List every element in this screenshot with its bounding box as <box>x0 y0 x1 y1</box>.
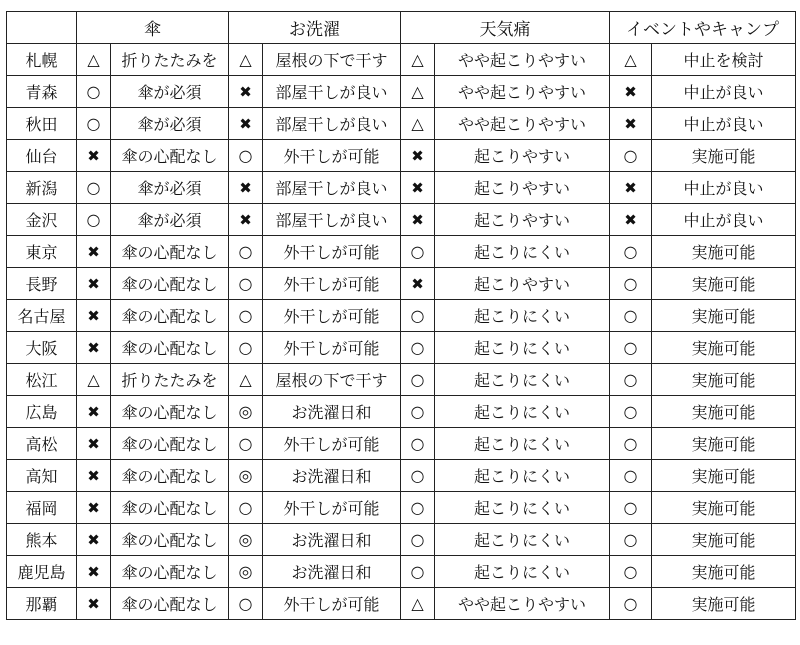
laundry-description: 外干しが可能 <box>263 588 401 620</box>
laundry-description: 屋根の下で干す <box>263 364 401 396</box>
city-name: 金沢 <box>7 204 77 236</box>
event-description: 実施可能 <box>652 364 796 396</box>
laundry-rating-symbol: ○ <box>229 588 263 620</box>
city-name: 鹿児島 <box>7 556 77 588</box>
laundry-description: お洗濯日和 <box>263 556 401 588</box>
laundry-description: 部屋干しが良い <box>263 76 401 108</box>
laundry-description: 外干しが可能 <box>263 332 401 364</box>
laundry-rating-symbol: ○ <box>229 332 263 364</box>
laundry-description: 外干しが可能 <box>263 492 401 524</box>
umbrella-rating-symbol: ✖ <box>77 140 111 172</box>
umbrella-rating-symbol: ✖ <box>77 332 111 364</box>
weather-pain-rating-symbol: ○ <box>401 524 435 556</box>
event-description: 実施可能 <box>652 460 796 492</box>
weather-pain-rating-symbol: ○ <box>401 236 435 268</box>
header-laundry: お洗濯 <box>229 12 401 44</box>
city-name: 札幌 <box>7 44 77 76</box>
umbrella-rating-symbol: ✖ <box>77 236 111 268</box>
laundry-rating-symbol: ○ <box>229 268 263 300</box>
event-rating-symbol: ○ <box>610 524 652 556</box>
umbrella-rating-symbol: ✖ <box>77 460 111 492</box>
laundry-rating-symbol: ◎ <box>229 524 263 556</box>
weather-pain-rating-symbol: ○ <box>401 364 435 396</box>
event-description: 実施可能 <box>652 332 796 364</box>
weather-pain-description: やや起こりやすい <box>435 76 610 108</box>
header-weather-pain: 天気痛 <box>401 12 610 44</box>
weather-pain-description: 起こりにくい <box>435 460 610 492</box>
umbrella-description: 傘の心配なし <box>111 268 229 300</box>
event-rating-symbol: ○ <box>610 428 652 460</box>
laundry-description: 外干しが可能 <box>263 236 401 268</box>
event-rating-symbol: ✖ <box>610 204 652 236</box>
laundry-rating-symbol: ✖ <box>229 172 263 204</box>
umbrella-description: 折りたたみを <box>111 364 229 396</box>
event-rating-symbol: △ <box>610 44 652 76</box>
event-rating-symbol: ○ <box>610 140 652 172</box>
umbrella-description: 傘が必須 <box>111 76 229 108</box>
weather-pain-rating-symbol: △ <box>401 588 435 620</box>
table-row <box>7 428 796 460</box>
city-name: 広島 <box>7 396 77 428</box>
laundry-description: お洗濯日和 <box>263 524 401 556</box>
event-description: 実施可能 <box>652 300 796 332</box>
umbrella-rating-symbol: △ <box>77 44 111 76</box>
weather-pain-description: 起こりにくい <box>435 332 610 364</box>
laundry-description: 部屋干しが良い <box>263 204 401 236</box>
umbrella-description: 傘の心配なし <box>111 332 229 364</box>
table-row <box>7 76 796 108</box>
weather-pain-description: 起こりにくい <box>435 236 610 268</box>
laundry-rating-symbol: ✖ <box>229 108 263 140</box>
city-name: 福岡 <box>7 492 77 524</box>
event-description: 実施可能 <box>652 396 796 428</box>
weather-pain-description: 起こりやすい <box>435 268 610 300</box>
umbrella-rating-symbol: ✖ <box>77 428 111 460</box>
table-row <box>7 268 796 300</box>
laundry-rating-symbol: ✖ <box>229 204 263 236</box>
event-description: 実施可能 <box>652 236 796 268</box>
weather-pain-description: やや起こりやすい <box>435 108 610 140</box>
event-description: 中止が良い <box>652 108 796 140</box>
umbrella-description: 傘の心配なし <box>111 556 229 588</box>
laundry-description: 屋根の下で干す <box>263 44 401 76</box>
forecast-table <box>6 11 796 620</box>
laundry-rating-symbol: ○ <box>229 140 263 172</box>
umbrella-description: 傘が必須 <box>111 204 229 236</box>
umbrella-rating-symbol: ✖ <box>77 492 111 524</box>
weather-pain-rating-symbol: ○ <box>401 396 435 428</box>
city-name: 高知 <box>7 460 77 492</box>
umbrella-rating-symbol: ✖ <box>77 396 111 428</box>
weather-pain-description: 起こりにくい <box>435 524 610 556</box>
event-description: 中止が良い <box>652 172 796 204</box>
event-rating-symbol: ✖ <box>610 76 652 108</box>
umbrella-description: 傘の心配なし <box>111 140 229 172</box>
event-rating-symbol: ○ <box>610 300 652 332</box>
laundry-description: お洗濯日和 <box>263 396 401 428</box>
weather-pain-rating-symbol: △ <box>401 76 435 108</box>
event-description: 実施可能 <box>652 492 796 524</box>
event-rating-symbol: ○ <box>610 268 652 300</box>
weather-pain-description: やや起こりやすい <box>435 588 610 620</box>
umbrella-description: 傘の心配なし <box>111 524 229 556</box>
laundry-description: 外干しが可能 <box>263 300 401 332</box>
header-umbrella: 傘 <box>77 12 229 44</box>
umbrella-description: 傘の心配なし <box>111 492 229 524</box>
laundry-description: 部屋干しが良い <box>263 108 401 140</box>
table-row <box>7 44 796 76</box>
weather-pain-description: 起こりにくい <box>435 364 610 396</box>
city-name: 秋田 <box>7 108 77 140</box>
table-row <box>7 332 796 364</box>
event-description: 実施可能 <box>652 140 796 172</box>
event-rating-symbol: ○ <box>610 396 652 428</box>
weather-pain-rating-symbol: ○ <box>401 492 435 524</box>
umbrella-description: 傘が必須 <box>111 108 229 140</box>
table-row <box>7 300 796 332</box>
laundry-rating-symbol: ○ <box>229 492 263 524</box>
event-rating-symbol: ○ <box>610 556 652 588</box>
table-row <box>7 556 796 588</box>
table-row <box>7 396 796 428</box>
laundry-description: 外干しが可能 <box>263 140 401 172</box>
city-name: 長野 <box>7 268 77 300</box>
event-rating-symbol: ○ <box>610 332 652 364</box>
laundry-rating-symbol: ◎ <box>229 396 263 428</box>
weather-pain-description: 起こりにくい <box>435 492 610 524</box>
laundry-rating-symbol: ○ <box>229 300 263 332</box>
event-description: 実施可能 <box>652 588 796 620</box>
table-row <box>7 588 796 620</box>
event-description: 実施可能 <box>652 268 796 300</box>
event-rating-symbol: ○ <box>610 492 652 524</box>
table-row <box>7 236 796 268</box>
weather-pain-rating-symbol: ○ <box>401 428 435 460</box>
weather-pain-description: 起こりやすい <box>435 204 610 236</box>
umbrella-rating-symbol: △ <box>77 364 111 396</box>
laundry-rating-symbol: △ <box>229 44 263 76</box>
umbrella-description: 傘の心配なし <box>111 588 229 620</box>
umbrella-description: 傘の心配なし <box>111 460 229 492</box>
weather-pain-rating-symbol: ○ <box>401 332 435 364</box>
city-name: 東京 <box>7 236 77 268</box>
umbrella-description: 傘の心配なし <box>111 300 229 332</box>
umbrella-rating-symbol: ○ <box>77 76 111 108</box>
city-name: 仙台 <box>7 140 77 172</box>
event-rating-symbol: ✖ <box>610 172 652 204</box>
event-description: 中止が良い <box>652 204 796 236</box>
event-description: 実施可能 <box>652 524 796 556</box>
weather-pain-rating-symbol: ✖ <box>401 140 435 172</box>
table-row <box>7 108 796 140</box>
weather-pain-description: 起こりやすい <box>435 140 610 172</box>
weather-pain-rating-symbol: ✖ <box>401 172 435 204</box>
city-name: 那覇 <box>7 588 77 620</box>
table-row <box>7 524 796 556</box>
table-row <box>7 364 796 396</box>
laundry-rating-symbol: ✖ <box>229 76 263 108</box>
event-description: 実施可能 <box>652 556 796 588</box>
city-name: 松江 <box>7 364 77 396</box>
umbrella-description: 傘の心配なし <box>111 236 229 268</box>
umbrella-rating-symbol: ✖ <box>77 268 111 300</box>
table-row <box>7 172 796 204</box>
laundry-description: 外干しが可能 <box>263 268 401 300</box>
umbrella-description: 傘が必須 <box>111 172 229 204</box>
table-row <box>7 204 796 236</box>
umbrella-rating-symbol: ○ <box>77 204 111 236</box>
umbrella-rating-symbol: ✖ <box>77 524 111 556</box>
table-row <box>7 460 796 492</box>
laundry-description: 外干しが可能 <box>263 428 401 460</box>
weather-pain-description: 起こりにくい <box>435 428 610 460</box>
weather-pain-description: やや起こりやすい <box>435 44 610 76</box>
laundry-rating-symbol: ◎ <box>229 460 263 492</box>
event-description: 中止が良い <box>652 76 796 108</box>
table-body <box>7 44 796 620</box>
corner-cell <box>7 12 77 44</box>
umbrella-description: 傘の心配なし <box>111 428 229 460</box>
umbrella-rating-symbol: ✖ <box>77 588 111 620</box>
umbrella-description: 傘の心配なし <box>111 396 229 428</box>
event-rating-symbol: ○ <box>610 236 652 268</box>
city-name: 名古屋 <box>7 300 77 332</box>
weather-pain-rating-symbol: ✖ <box>401 204 435 236</box>
umbrella-rating-symbol: ✖ <box>77 556 111 588</box>
event-description: 中止を検討 <box>652 44 796 76</box>
city-name: 高松 <box>7 428 77 460</box>
laundry-rating-symbol: ◎ <box>229 556 263 588</box>
city-name: 大阪 <box>7 332 77 364</box>
header-events-camping: イベントやキャンプ <box>610 12 796 44</box>
event-rating-symbol: ✖ <box>610 108 652 140</box>
umbrella-rating-symbol: ✖ <box>77 300 111 332</box>
weather-pain-rating-symbol: △ <box>401 108 435 140</box>
header-row <box>7 12 796 44</box>
weather-pain-rating-symbol: △ <box>401 44 435 76</box>
weather-pain-rating-symbol: ○ <box>401 300 435 332</box>
laundry-description: 部屋干しが良い <box>263 172 401 204</box>
city-name: 新潟 <box>7 172 77 204</box>
weather-pain-description: 起こりにくい <box>435 556 610 588</box>
umbrella-rating-symbol: ○ <box>77 108 111 140</box>
laundry-rating-symbol: ○ <box>229 428 263 460</box>
table-row <box>7 140 796 172</box>
weather-pain-description: 起こりにくい <box>435 300 610 332</box>
weather-pain-rating-symbol: ✖ <box>401 268 435 300</box>
umbrella-description: 折りたたみを <box>111 44 229 76</box>
laundry-description: お洗濯日和 <box>263 460 401 492</box>
city-name: 青森 <box>7 76 77 108</box>
weather-pain-rating-symbol: ○ <box>401 460 435 492</box>
event-rating-symbol: ○ <box>610 588 652 620</box>
event-description: 実施可能 <box>652 428 796 460</box>
city-name: 熊本 <box>7 524 77 556</box>
umbrella-rating-symbol: ○ <box>77 172 111 204</box>
table-row <box>7 492 796 524</box>
laundry-rating-symbol: ○ <box>229 236 263 268</box>
weather-pain-rating-symbol: ○ <box>401 556 435 588</box>
weather-pain-description: 起こりやすい <box>435 172 610 204</box>
event-rating-symbol: ○ <box>610 364 652 396</box>
weather-pain-description: 起こりにくい <box>435 396 610 428</box>
event-rating-symbol: ○ <box>610 460 652 492</box>
laundry-rating-symbol: △ <box>229 364 263 396</box>
